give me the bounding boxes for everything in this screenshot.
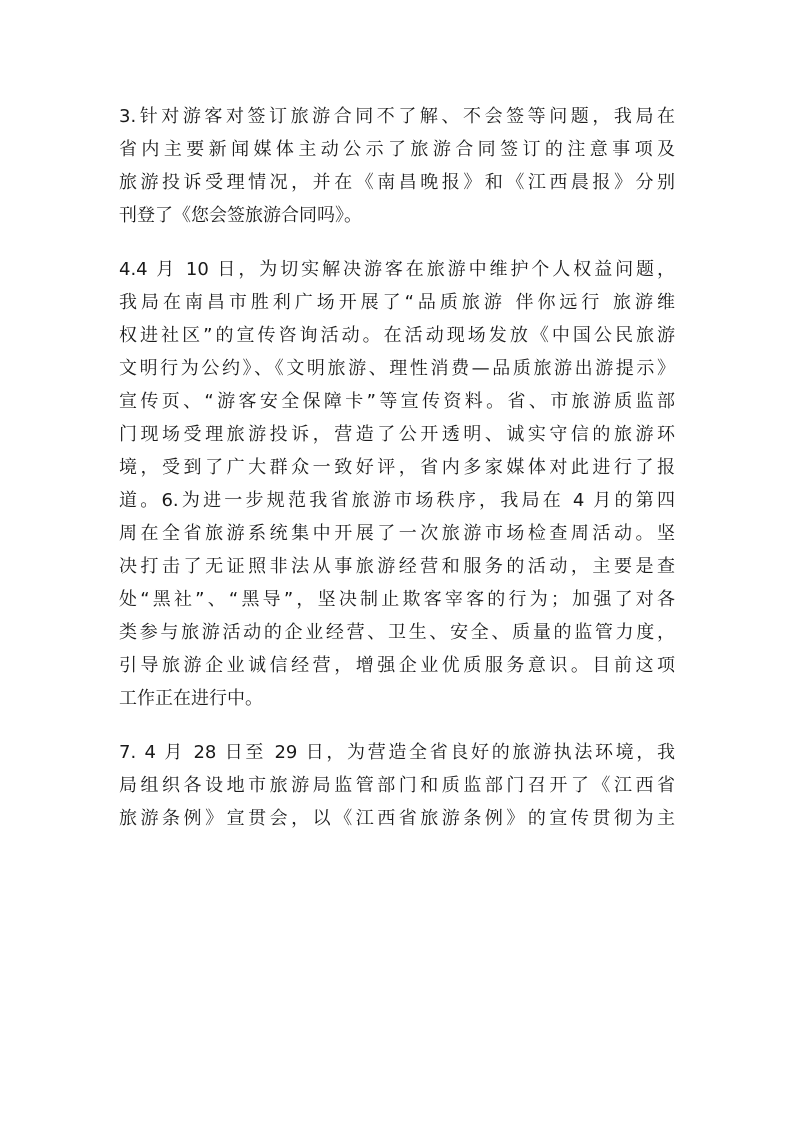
paragraph-4 xyxy=(119,253,675,715)
paragraph-3 xyxy=(119,100,675,232)
text-line: 门现场受理旅游投诉，营造了公开透明、诚实守信的旅游环 xyxy=(119,424,675,445)
text-line: 文明行为公约》、《文明旅游、理性消费—品质旅游出游提示》 xyxy=(119,358,675,379)
text-line: 旅游条例》宣贯会，以《江西省旅游条例》的宣传贯彻为主 xyxy=(119,808,675,829)
text-line: 7. 4 月 28 日至 29 日，为营造全省良好的旅游执法环境，我 xyxy=(119,742,675,763)
text-line: 权进社区”的宣传咨询活动。在活动现场发放《中国公民旅游 xyxy=(119,325,675,346)
text-line: 4.4 月 10 日，为切实解决游客在旅游中维护个人权益问题， xyxy=(119,259,675,280)
text-line: 局组织各设地市旅游局监管部门和质监部门召开了《江西省 xyxy=(119,775,675,796)
text-line: 3.针对游客对签订旅游合同不了解、不会签等问题，我局在 xyxy=(119,106,675,127)
text-line: 境，受到了广大群众一致好评，省内多家媒体对此进行了报 xyxy=(119,457,675,478)
text-line: 宣传页、“游客安全保障卡”等宣传资料。省、市旅游质监部 xyxy=(119,391,675,412)
text-line: 刊登了《您会签旅游合同吗》。 xyxy=(119,205,362,226)
text-line: 引导旅游企业诚信经营，增强企业优质服务意识。目前这项 xyxy=(119,655,675,676)
text-line: 省内主要新闻媒体主动公示了旅游合同签订的注意事项及 xyxy=(119,139,675,160)
text-line: 道。6.为进一步规范我省旅游市场秩序，我局在 4 月的第四 xyxy=(119,490,675,511)
text-line: 处“黑社”、“黑导”，坚决制止欺客宰客的行为；加强了对各 xyxy=(119,589,675,610)
text-line: 决打击了无证照非法从事旅游经营和服务的活动，主要是查 xyxy=(119,556,675,577)
paragraph-7 xyxy=(119,736,675,835)
text-line: 工作正在进行中。 xyxy=(119,688,263,709)
text-line: 旅游投诉受理情况，并在《南昌晚报》和《江西晨报》分别 xyxy=(119,172,675,193)
text-line: 周在全省旅游系统集中开展了一次旅游市场检查周活动。坚 xyxy=(119,523,675,544)
text-line: 我局在南昌市胜利广场开展了“品质旅游 伴你远行 旅游维 xyxy=(119,292,675,313)
text-line: 类参与旅游活动的企业经营、卫生、安全、质量的监管力度， xyxy=(119,622,675,643)
document-page xyxy=(119,100,675,856)
